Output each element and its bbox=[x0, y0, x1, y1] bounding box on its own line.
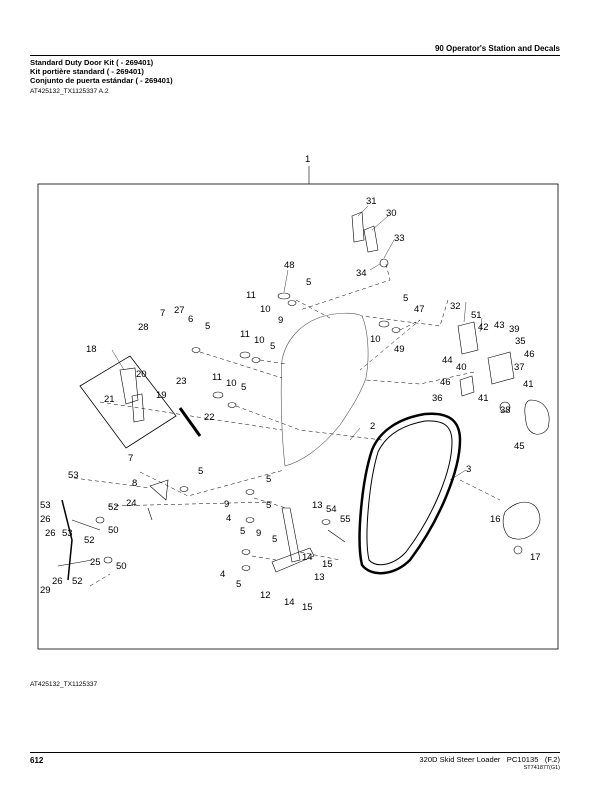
callout-39: 39 bbox=[509, 324, 520, 335]
latch-cover bbox=[525, 400, 549, 434]
inner-handle-group bbox=[80, 356, 176, 448]
figure-reference: AT425132_TX1125337 A.2 bbox=[30, 88, 109, 95]
callout-10: 10 bbox=[226, 378, 237, 389]
callout-48: 48 bbox=[284, 260, 295, 271]
callout-5: 5 bbox=[266, 474, 272, 485]
callout-8: 8 bbox=[132, 478, 138, 489]
footer-catalog: PC10135 bbox=[506, 755, 539, 764]
figure-reference-bottom: AT425132_TX1125337 bbox=[30, 681, 98, 688]
callout-14: 14 bbox=[284, 597, 295, 608]
section-title: 90 Operator's Station and Decals bbox=[434, 44, 560, 53]
latch-plate bbox=[458, 322, 478, 354]
callout-50: 50 bbox=[116, 561, 127, 572]
title-english: Standard Duty Door Kit ( - 269401) bbox=[30, 58, 154, 67]
callout-53: 53 bbox=[40, 500, 51, 511]
callout-22: 22 bbox=[204, 412, 215, 423]
lower-hinge-arm bbox=[282, 508, 300, 562]
callout-44: 44 bbox=[442, 355, 453, 366]
callout-28: 28 bbox=[138, 322, 149, 333]
callout-36: 36 bbox=[432, 393, 443, 404]
callout-32: 32 bbox=[450, 301, 461, 312]
callout-20: 20 bbox=[136, 369, 147, 380]
callout-9: 9 bbox=[256, 528, 262, 539]
callout-19: 19 bbox=[156, 390, 167, 401]
callout-43: 43 bbox=[494, 320, 505, 331]
callout-11: 11 bbox=[212, 372, 222, 383]
callout-42: 42 bbox=[478, 322, 489, 333]
callout-10: 10 bbox=[254, 335, 265, 346]
callout-41: 41 bbox=[478, 393, 489, 404]
callout-24: 24 bbox=[126, 498, 137, 509]
callout-41: 41 bbox=[523, 379, 534, 390]
callout-14: 14 bbox=[302, 552, 313, 563]
callout-5: 5 bbox=[403, 293, 409, 304]
callout-17: 17 bbox=[530, 552, 541, 563]
callout-23: 23 bbox=[176, 376, 187, 387]
callout-53: 53 bbox=[68, 470, 79, 481]
callout-38: 38 bbox=[500, 405, 511, 416]
callout-29: 29 bbox=[40, 585, 51, 596]
callout-55: 55 bbox=[340, 514, 351, 525]
callout-46: 46 bbox=[440, 377, 451, 388]
callout-4: 4 bbox=[220, 569, 226, 580]
callout-52: 52 bbox=[108, 502, 119, 513]
callout-30: 30 bbox=[386, 208, 397, 219]
callout-54: 54 bbox=[326, 504, 337, 515]
callout-50: 50 bbox=[108, 525, 119, 536]
title-french: Kit portière standard ( - 269401) bbox=[30, 67, 144, 76]
callout-46: 46 bbox=[524, 349, 535, 360]
callout-5: 5 bbox=[272, 534, 278, 545]
callout-27: 27 bbox=[174, 305, 185, 316]
footer-code: ST741877(G1) bbox=[523, 765, 560, 771]
page-number: 612 bbox=[30, 756, 44, 765]
callout-26: 26 bbox=[40, 514, 51, 525]
callout-10: 10 bbox=[370, 334, 381, 345]
callout-2: 2 bbox=[370, 421, 376, 432]
callout-53: 53 bbox=[62, 528, 73, 539]
callout-5: 5 bbox=[270, 341, 276, 352]
callout-51: 51 bbox=[471, 310, 482, 321]
callout-5: 5 bbox=[240, 526, 246, 537]
latch-assembly bbox=[488, 352, 514, 384]
callout-18: 18 bbox=[86, 344, 97, 355]
callout-9: 9 bbox=[278, 315, 284, 326]
callout-12: 12 bbox=[260, 590, 271, 601]
footer-model: 320D Skid Steer Loader bbox=[419, 755, 501, 764]
callout-5: 5 bbox=[236, 579, 242, 590]
striker-plate bbox=[503, 502, 540, 539]
callout-5: 5 bbox=[306, 277, 312, 288]
footer-model-line bbox=[340, 755, 560, 764]
callout-13: 13 bbox=[312, 500, 323, 511]
callout-4: 4 bbox=[226, 513, 232, 524]
callout-31: 31 bbox=[366, 196, 377, 207]
callout-5: 5 bbox=[198, 466, 204, 477]
callout-1: 1 bbox=[305, 154, 311, 165]
title-spanish: Conjunto de puerta estándar ( - 269401) bbox=[30, 76, 173, 85]
callout-52: 52 bbox=[84, 535, 95, 546]
callout-26: 26 bbox=[45, 528, 56, 539]
door-seal bbox=[360, 414, 460, 574]
callout-26: 26 bbox=[52, 576, 63, 587]
callout-40: 40 bbox=[456, 362, 467, 373]
callout-25: 25 bbox=[90, 557, 101, 568]
callout-11: 11 bbox=[240, 329, 250, 340]
callout-15: 15 bbox=[302, 602, 313, 613]
callout-10: 10 bbox=[260, 304, 271, 315]
callout-21: 21 bbox=[104, 394, 115, 405]
callout-52: 52 bbox=[72, 576, 83, 587]
callout-6: 6 bbox=[188, 314, 194, 325]
callout-49: 49 bbox=[394, 344, 405, 355]
callout-15: 15 bbox=[322, 559, 333, 570]
callout-13: 13 bbox=[314, 572, 325, 583]
callout-11: 11 bbox=[246, 290, 256, 301]
callout-3: 3 bbox=[466, 464, 472, 475]
door-glass-panel bbox=[281, 313, 368, 466]
footer-revision: (F.2) bbox=[544, 755, 560, 764]
callout-34: 34 bbox=[356, 268, 367, 279]
footer-rule bbox=[30, 752, 560, 753]
callout-35: 35 bbox=[515, 336, 526, 347]
callout-33: 33 bbox=[394, 233, 405, 244]
diagram-frame bbox=[38, 184, 558, 649]
left-linkage bbox=[62, 500, 72, 580]
callout-16: 16 bbox=[490, 514, 501, 525]
callout-37: 37 bbox=[514, 362, 525, 373]
callout-5: 5 bbox=[241, 382, 247, 393]
callout-5: 5 bbox=[205, 321, 211, 332]
callout-45: 45 bbox=[514, 441, 525, 452]
callout-9: 9 bbox=[224, 499, 230, 510]
callout-5: 5 bbox=[266, 500, 272, 511]
upper-latch-bracket bbox=[352, 212, 364, 242]
gas-strut bbox=[180, 408, 200, 436]
callout-47: 47 bbox=[414, 304, 425, 315]
callout-7: 7 bbox=[160, 308, 166, 319]
callout-7: 7 bbox=[128, 453, 134, 464]
